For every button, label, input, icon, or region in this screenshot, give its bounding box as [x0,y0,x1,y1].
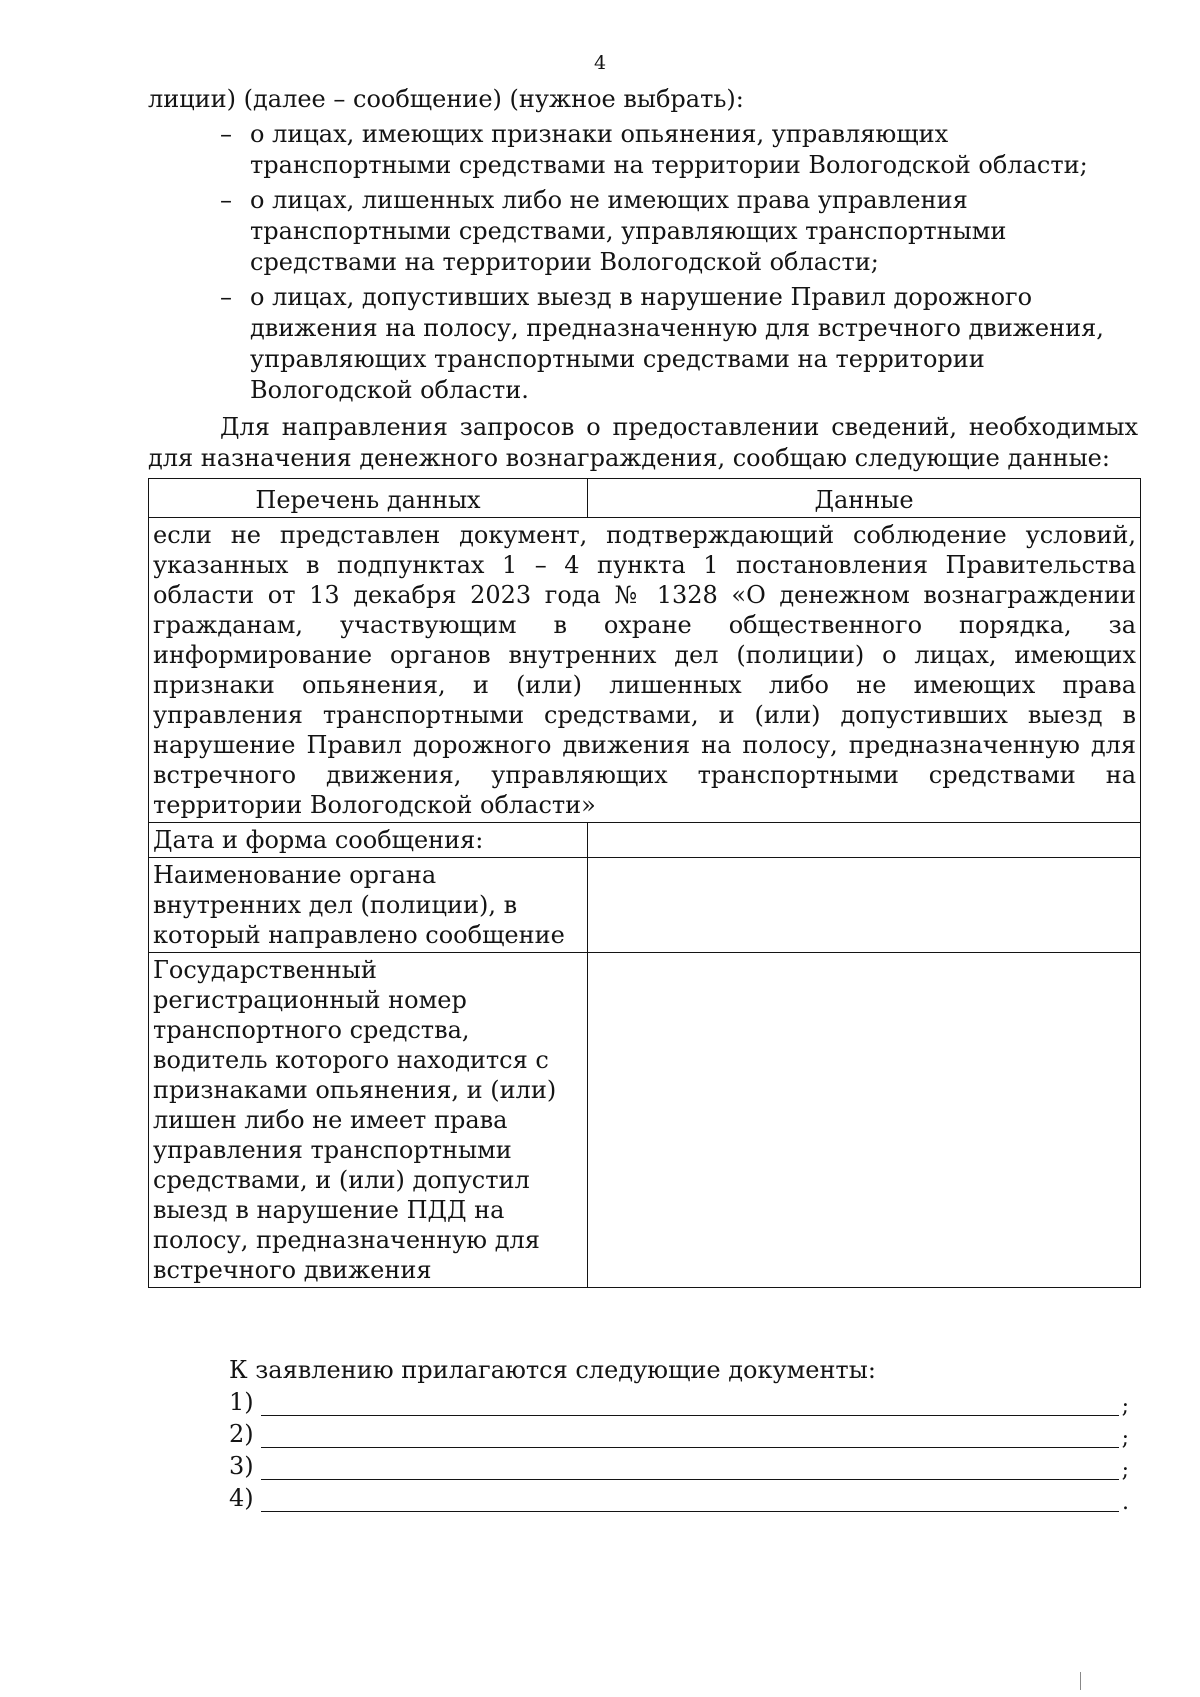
column-header-data-list: Перечень данных [149,479,588,518]
attachment-blank-field[interactable] [261,1488,1129,1514]
intro-paragraph: Для направления запросов о предоставлении сведений, необходимых для назначения денежного вознаграждения, сообщаю следующие данные: [148,413,1138,472]
line-punctuation: ; [1121,1426,1129,1451]
attachment-number: 2) [229,1420,254,1448]
list-dash: – [220,120,232,148]
attachment-number: 3) [229,1452,254,1480]
table-condition-note: если не представлен документ, подтверждающий соблюдение условий, указанных в подпунктах 1 – 4 пункта 1 постановления Правительства области от 13 декабря 2023 года № 1328 «О денежном вознаграждении гражданам, участвующим в охране общественного порядка, за информирование органов внутренних дел (полиции) о лицах, имеющих признаки опьянения, и (или) лишенных либо не имеющих права управления транспортными средствами, и (или) допустивших выезд в нарушение Правил дорожного движения на полосу, предназначенную для встречного движения, управляющих транспортными средствами на территории Вологодской области» [149,518,1141,823]
option-text: о лицах, лишенных либо не имеющих права управления транспортными средствами, управляющих транспортными средствами на территории Вологодской области; [250,186,1007,276]
row-value-cell[interactable] [588,953,1141,1288]
column-header-data: Данные [588,479,1141,518]
table-row [149,953,1141,1288]
underline [261,1479,1119,1480]
line-punctuation: ; [1121,1394,1129,1419]
row-label: Государственный регистрационный номер транспортного средства, водитель которого находится с признаками опьянения, и (или) лишен либо не имеет права управления транспортными средствами, и (или) допустил выезд в нарушение ПДД на полосу, предназначенную для встречного движения [149,953,588,1288]
attachment-blank-field[interactable] [261,1392,1129,1418]
row-label: Дата и форма сообщения: [149,823,588,858]
list-dash: – [220,283,232,311]
attachment-number: 4) [229,1484,254,1512]
option-text: о лицах, допустивших выезд в нарушение Правил дорожного движения на полосу, предназначенную для встречного движения, управляющих транспортными средствами на территории Вологодской области. [250,283,1104,404]
list-dash: – [220,186,232,214]
underline [261,1415,1119,1416]
table-row [149,858,1141,953]
line-punctuation: ; [1121,1458,1129,1483]
intro-first-line: лиции) (далее – сообщение) (нужное выбрать): [148,85,744,113]
scan-mark [1080,1672,1081,1690]
attachment-line [229,1482,1129,1514]
option-item [148,119,1138,181]
attachment-line [229,1418,1129,1450]
option-item [148,185,1138,278]
option-item [148,282,1138,406]
attachments-section [229,1355,1129,1514]
data-table [148,478,1141,1288]
attachment-number: 1) [229,1388,254,1416]
line-punctuation: . [1122,1490,1129,1515]
row-value-cell[interactable] [588,823,1141,858]
attachment-blank-field[interactable] [261,1424,1129,1450]
underline [261,1511,1119,1512]
attachments-heading: К заявлению прилагаются следующие документы: [229,1356,876,1384]
attachment-line [229,1450,1129,1482]
intro-section [148,84,1138,474]
page-number: 4 [593,52,607,74]
option-text: о лицах, имеющих признаки опьянения, управляющих транспортными средствами на территории Вологодской области; [250,120,1088,179]
table-row [149,518,1141,823]
row-value-cell[interactable] [588,858,1141,953]
table-row [149,823,1141,858]
row-label: Наименование органа внутренних дел (полиции), в который направлено сообщение [149,858,588,953]
underline [261,1447,1119,1448]
table-header-row [149,479,1141,518]
options-list [148,119,1138,406]
attachment-blank-field[interactable] [261,1456,1129,1482]
attachment-line [229,1386,1129,1418]
